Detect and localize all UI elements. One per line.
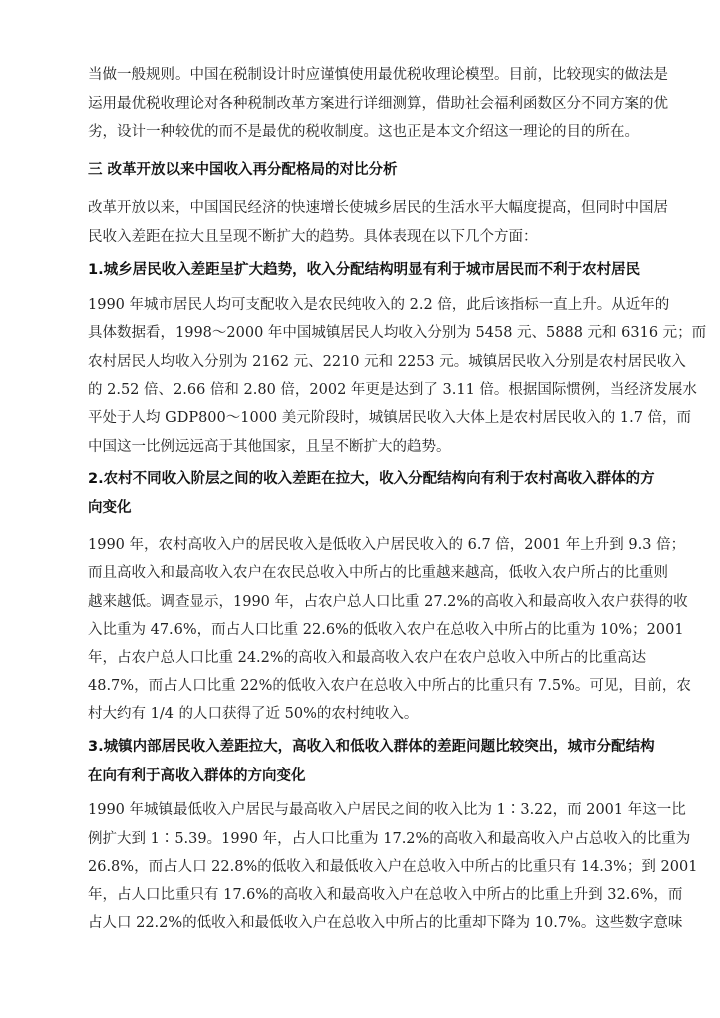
paragraph-line: 当做一般规则。中国在税制设计时应谨慎使用最优税收理论模型。目前，比较现实的做法是 <box>88 67 668 83</box>
paragraph-line: 运用最优税收理论对各种税制改革方案进行详细测算，借助社会福利函数区分不同方案的优 <box>88 96 668 112</box>
paragraph-line: 而且高收入和最高收入农户在农民总收入中所占的比重越来越高，低收入农户所占的比重则 <box>88 565 668 581</box>
paragraph-line: 民收入差距在拉大且呈现不断扩大的趋势。具体表现在以下几个方面： <box>88 229 538 245</box>
section-heading: 在向有利于高收入群体的方向变化 <box>88 768 306 784</box>
paragraph-line: 年，占人口比重只有 17.6%的高收入和最高收入户在总收入中所占的比重上升到 32.6%，而 <box>88 887 683 903</box>
paragraph-line: 劣，设计一种较优的而不是最优的税收制度。这也正是本文介绍这一理论的目的所在。 <box>88 124 639 140</box>
paragraph-line: 例扩大到 1∶5.39。1990 年，占人口比重为 17.2%的高收入和最高收入户占总收入的比重为 <box>88 831 691 847</box>
paragraph-line: 农村居民人均收入分别为 2162 元、2210 元和 2253 元。城镇居民收入分别是农村居民收入 <box>88 354 686 370</box>
section-heading: 三 改革开放以来中国收入再分配格局的对比分析 <box>88 162 398 178</box>
paragraph-line: 1990 年城市居民人均可支配收入是农民纯收入的 2.2 倍，此后该指标一直上升。从近年的 <box>88 297 670 313</box>
paragraph-line: 入比重为 47.6%，而占人口比重 22.6%的低收入农户在总收入中所占的比重为 10%；2001 <box>88 622 684 638</box>
section-heading: 3.城镇内部居民收入差距拉大，高收入和低收入群体的差距问题比较突出，城市分配结构 <box>88 739 655 755</box>
paragraph-line: 1990 年城镇最低收入户居民与最高收入户居民之间的收入比为 1∶3.22，而 2001 年这一比 <box>88 802 686 818</box>
paragraph-line: 48.7%，而占人口比重 22%的低收入农户在总收入中所占的比重只有 7.5%。可见，目前，农 <box>88 678 691 694</box>
paragraph-line: 年，占农户总人口比重 24.2%的高收入和最高收入农户在农户总收入中所占的比重高达 <box>88 650 647 666</box>
paragraph-line: 1990 年，农村高收入户的居民收入是低收入户居民收入的 6.7 倍，2001 年上升到 9.3 倍； <box>88 537 686 553</box>
paragraph-line: 占人口 22.2%的低收入和最低收入户在总收入中所占的比重却下降为 10.7%。这些数字意味 <box>88 915 683 931</box>
section-heading: 1.城乡居民收入差距呈扩大趋势，收入分配结构明显有利于城市居民而不利于农村居民 <box>88 262 641 278</box>
paragraph-line: 具体数据看，1998～2000 年中国城镇居民人均收入分别为 5458 元、5888 元和 6316 元；而 <box>88 325 707 341</box>
section-heading: 向变化 <box>88 500 132 516</box>
paragraph-line: 26.8%，而占人口 22.8%的低收入和最低收入户在总收入中所占的比重只有 14.3%；到 2001 <box>88 859 698 875</box>
section-heading: 2.农村不同收入阶层之间的收入差距在拉大，收入分配结构向有利于农村高收入群体的方 <box>88 471 655 487</box>
paragraph-line: 中国这一比例远远高于其他国家，且呈不断扩大的趋势。 <box>88 439 451 455</box>
paragraph-line: 村大约有 1/4 的人口获得了近 50%的农村纯收入。 <box>88 706 419 722</box>
paragraph-line: 的 2.52 倍、2.66 倍和 2.80 倍，2002 年更是达到了 3.11 倍。根据国际惯例，当经济发展水 <box>88 382 697 398</box>
paragraph-line: 平处于人均 GDP800～1000 美元阶段时，城镇居民收入大体上是农村居民收入的 1.7 倍，而 <box>88 410 692 426</box>
paragraph-line: 改革开放以来，中国国民经济的快速增长使城乡居民的生活水平大幅度提高，但同时中国居 <box>88 200 668 216</box>
paragraph-line: 越来越低。调查显示，1990 年，占农户总人口比重 27.2%的高收入和最高收入农户获得的收 <box>88 594 688 610</box>
